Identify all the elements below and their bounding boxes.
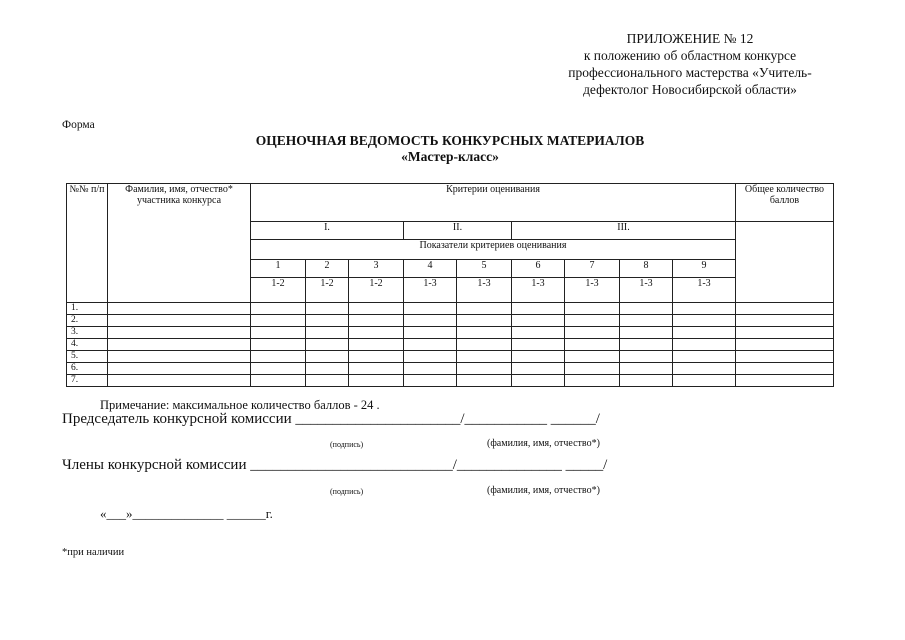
group-2: II. bbox=[404, 222, 512, 240]
indicator-8: 8 bbox=[620, 260, 673, 278]
indicator-1: 1 bbox=[251, 260, 306, 278]
chair-signature-caption: (подпись) bbox=[330, 440, 364, 449]
members-name-caption: (фамилия, имя, отчество*) bbox=[487, 485, 600, 496]
row-number: 3. bbox=[67, 327, 108, 339]
table-row bbox=[67, 375, 834, 387]
table-body bbox=[67, 184, 834, 387]
header-criteria: Критерии оценивания bbox=[251, 184, 736, 222]
document-title bbox=[130, 133, 770, 165]
row-number: 6. bbox=[67, 363, 108, 375]
evaluation-table bbox=[66, 183, 834, 387]
range-3: 1-2 bbox=[349, 278, 404, 303]
table-row bbox=[67, 327, 834, 339]
table-row bbox=[67, 351, 834, 363]
range-5: 1-3 bbox=[457, 278, 512, 303]
appendix-line-4: дефектолог Новосибирской области» bbox=[583, 82, 797, 97]
appendix-line-1: ПРИЛОЖЕНИЕ № 12 bbox=[626, 31, 754, 46]
members-signature-line: Члены конкурсной комиссии ___________________________/______________ _____/ bbox=[62, 457, 608, 473]
table-row bbox=[67, 303, 834, 315]
range-4: 1-3 bbox=[404, 278, 457, 303]
row-number: 2. bbox=[67, 315, 108, 327]
indicator-3: 3 bbox=[349, 260, 404, 278]
footnote: *при наличии bbox=[62, 547, 125, 558]
group-3: III. bbox=[512, 222, 736, 240]
title-line-2: «Мастер-класс» bbox=[401, 149, 499, 164]
range-1: 1-2 bbox=[251, 278, 306, 303]
appendix-header bbox=[520, 30, 860, 98]
form-label: Форма bbox=[62, 119, 95, 131]
appendix-line-2: к положению об областном конкурсе bbox=[583, 48, 797, 63]
header-name: Фамилия, имя, отчество* участника конкурса bbox=[108, 184, 251, 303]
total-blank bbox=[736, 222, 834, 303]
indicator-7: 7 bbox=[565, 260, 620, 278]
table-row bbox=[67, 363, 834, 375]
max-score-note: Примечание: максимальное количество баллов - 24 . bbox=[100, 398, 380, 412]
indicators-label: Показатели критериев оценивания bbox=[251, 240, 736, 260]
indicator-2: 2 bbox=[306, 260, 349, 278]
range-7: 1-3 bbox=[565, 278, 620, 303]
row-number: 7. bbox=[67, 375, 108, 387]
title-line-1: ОЦЕНОЧНАЯ ВЕДОМОСТЬ КОНКУРСНЫХ МАТЕРИАЛОВ bbox=[255, 133, 645, 148]
indicator-9: 9 bbox=[673, 260, 736, 278]
row-number: 5. bbox=[67, 351, 108, 363]
range-2: 1-2 bbox=[306, 278, 349, 303]
row-number: 4. bbox=[67, 339, 108, 351]
indicator-6: 6 bbox=[512, 260, 565, 278]
chair-name-caption: (фамилия, имя, отчество*) bbox=[487, 438, 600, 449]
table-row bbox=[67, 315, 834, 327]
table-row bbox=[67, 339, 834, 351]
appendix-line-3: профессионального мастерства «Учитель- bbox=[568, 65, 812, 80]
range-6: 1-3 bbox=[512, 278, 565, 303]
range-8: 1-3 bbox=[620, 278, 673, 303]
range-9: 1-3 bbox=[673, 278, 736, 303]
header-row-criteria bbox=[67, 184, 834, 222]
indicator-4: 4 bbox=[404, 260, 457, 278]
members-signature-caption: (подпись) bbox=[330, 487, 364, 496]
chair-signature-line: Председатель конкурсной комиссии ______________________/___________ ______/ bbox=[62, 411, 600, 427]
header-total: Общее количество баллов bbox=[736, 184, 834, 222]
row-number: 1. bbox=[67, 303, 108, 315]
indicator-5: 5 bbox=[457, 260, 512, 278]
date-line: «___»______________ ______г. bbox=[100, 506, 273, 521]
group-1: I. bbox=[251, 222, 404, 240]
header-number: №№ п/п bbox=[67, 184, 108, 303]
